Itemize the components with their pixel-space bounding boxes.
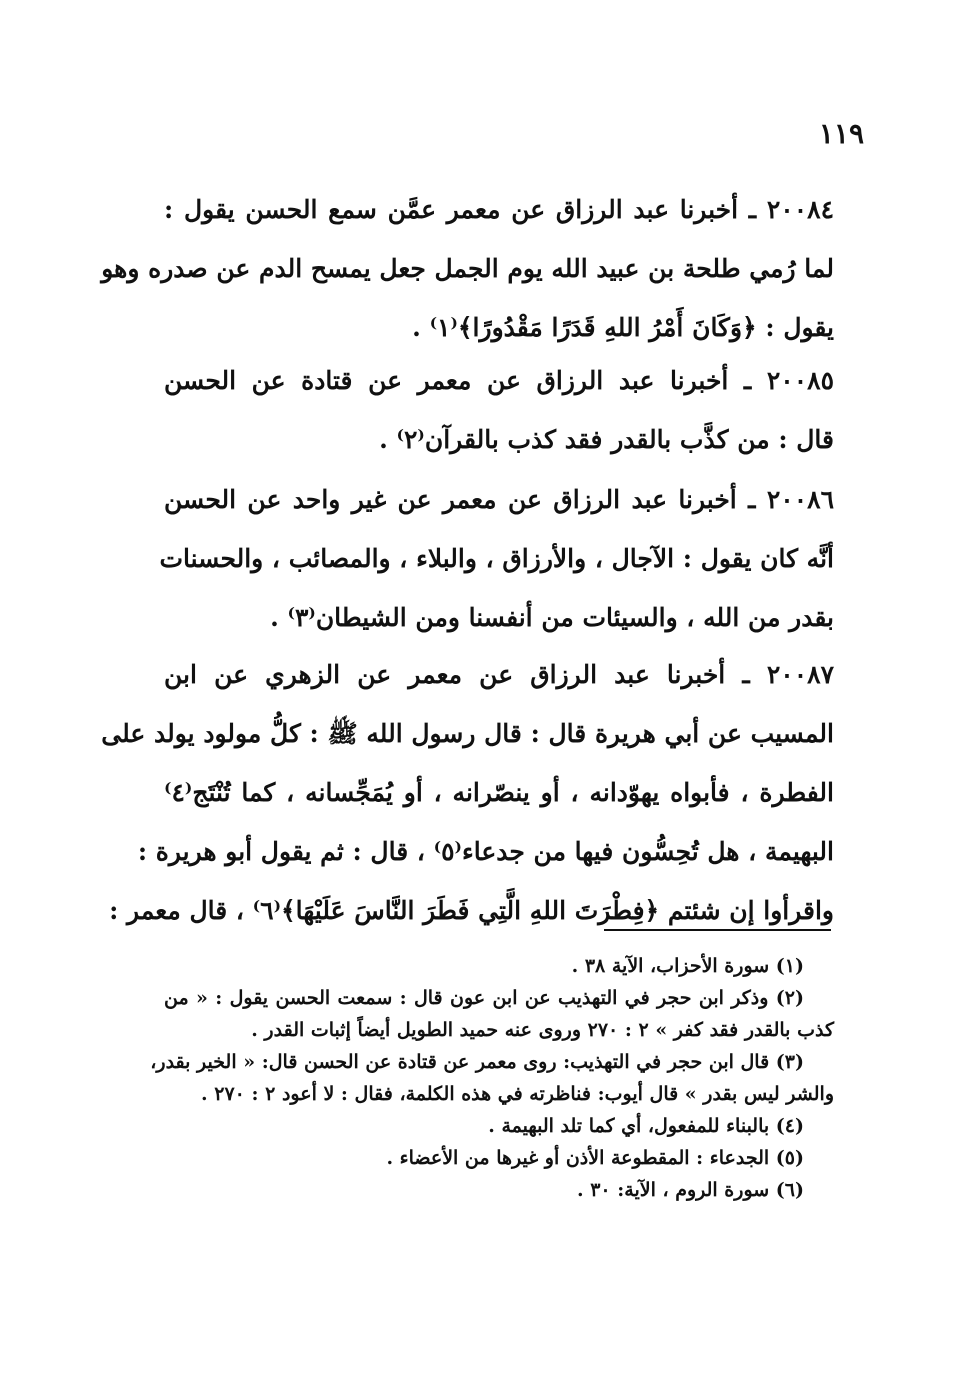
footnote-4: (٤) بالبناء للمفعول، أي كما تلد البهيمة . — [488, 1115, 804, 1137]
text-line: لما رُمي طلحة بن عبيد الله يوم الجمل جعل يمسح الدم عن صدره وهو — [101, 254, 834, 283]
footnote-2-continuation: كذب بالقدر فقد كفر » ٢ : ٢٧٠ وروى عنه حميد الطويل أيضاً إثبات القدر . — [251, 1019, 834, 1041]
text-line: ٢٠٠٨٥ ـ أخبرنا عبد الرزاق عن معمر عن قتادة عن الحسن — [164, 366, 834, 395]
footnote-3-continuation: والشر ليس بقدر » قال أيوب: فناظرته في هذه الكلمة، فقال : لا أعود ٢ : ٢٧٠ . — [201, 1083, 834, 1105]
text-line: ٢٠٠٨٧ ـ أخبرنا عبد الرزاق عن معمر عن الزهري عن ابن — [164, 660, 834, 689]
hadith-entry-20087 — [101, 645, 834, 940]
footnote-separator — [604, 929, 831, 931]
page-number: ١١٩ — [818, 117, 864, 150]
hadith-entry-20086 — [159, 470, 834, 647]
footnote-5: (٥) الجدعاء : المقطوعة الأذن أو غيرها من الأعضاء . — [386, 1147, 804, 1169]
text-line: قال : من كذَّب بالقدر فقد كذب بالقرآن⁽٢⁾ . — [379, 425, 834, 454]
text-line: واقرأوا إن شئتم ﴿فِطْرَتَ اللهِ الَّتِي فَطَرَ النَّاسَ عَلَيْهَا﴾⁽٦⁾ ، قال معمر : — [109, 896, 834, 925]
footnote-6: (٦) سورة الروم ، الآية: ٣٠ . — [576, 1179, 804, 1201]
footnote-1: (١) سورة الأحزاب، الآية ٣٨ . — [571, 955, 804, 977]
text-line: بقدر من الله ، والسيئات من أنفسنا ومن الشيطان⁽٣⁾ . — [270, 603, 834, 632]
footnote-3: (٣) قال ابن حجر في التهذيب: روى معمر عن قتادة عن الحسن قال: « الخير بقدر، — [150, 1051, 804, 1073]
text-line: ٢٠٠٨٤ ـ أخبرنا عبد الرزاق عن معمر عمَّن سمع الحسن يقول : — [164, 195, 834, 224]
hadith-entry-20085 — [164, 351, 834, 469]
text-line: ٢٠٠٨٦ ـ أخبرنا عبد الرزاق عن معمر عن غير واحد عن الحسن — [164, 485, 834, 514]
footnote-2: (٢) وذكر ابن حجر في التهذيب عن ابن عون قال : سمعت الحسن يقول : « من — [164, 987, 804, 1009]
text-line: أنَّه كان يقول : الآجال ، والأرزاق ، والبلاء ، والمصائب ، والحسنات — [159, 544, 834, 573]
text-line: يقول : ﴿وَكَانَ أَمْرُ اللهِ قَدَرًا مَقْدُورًا﴾⁽١⁾ . — [412, 313, 834, 342]
footnotes — [150, 950, 834, 1206]
hadith-entry-20084 — [101, 180, 834, 357]
text-line: البهيمة ، هل تُحِسُّون فيها من جدعاء⁽٥⁾ ، قال : ثم يقول أبو هريرة : — [137, 837, 834, 866]
text-line: المسيب عن أبي هريرة قال : قال رسول الله ﷺ : كلُّ مولود يولد على — [101, 719, 834, 748]
text-line: الفطرة ، فأبواه يهوّدانه ، أو ينصّرانه ، أو يُمَجِّسانه ، كما تُنْتَج⁽٤⁾ — [164, 778, 834, 807]
